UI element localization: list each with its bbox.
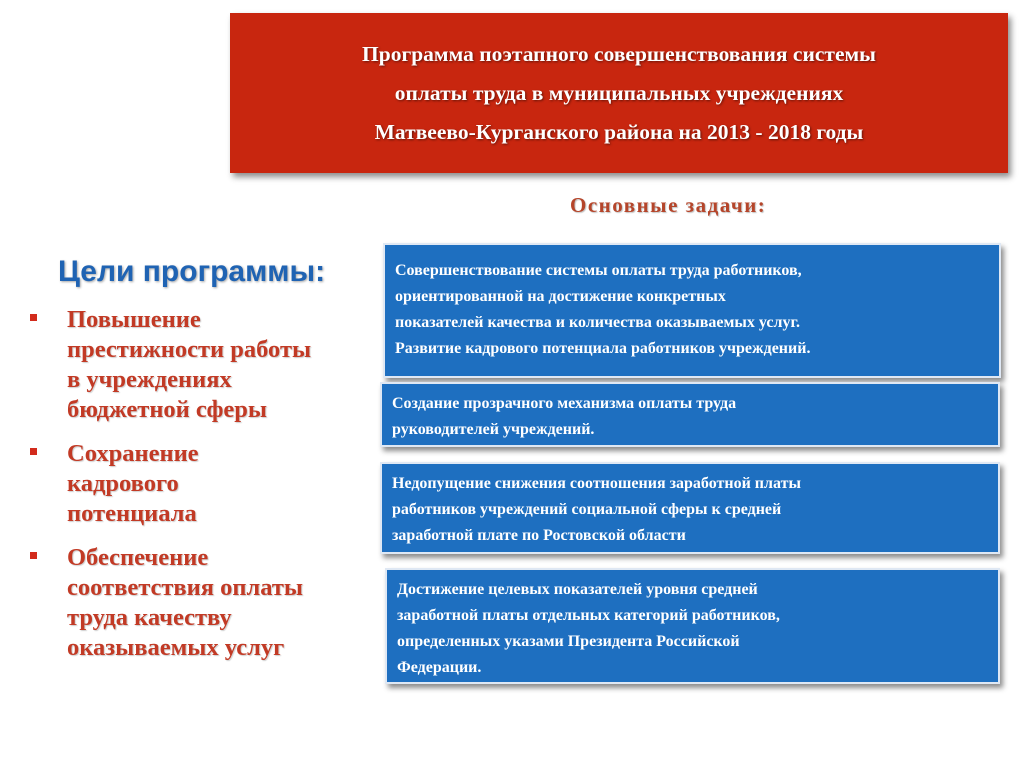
task-3-line-2: работников учреждений социальной сферы к средней: [392, 501, 782, 518]
task-box-2: [380, 382, 1000, 447]
goal-3-line-1: Обеспечение: [67, 544, 209, 571]
task-box-1: [383, 243, 1001, 378]
task-3-line-3: заработной плате по Ростовской области: [392, 527, 686, 544]
task-4-line-2: заработной платы отдельных категорий работников,: [397, 607, 780, 624]
task-4-line-3: определенных указами Президента Российской: [397, 633, 740, 650]
task-4-line-4: Федерации.: [397, 659, 482, 676]
goals-list: [30, 305, 375, 677]
title-line-1: Программа поэтапного совершенствования системы: [362, 41, 876, 66]
goal-1-line-1: Повышение: [67, 306, 201, 333]
task-box-4: [385, 568, 1000, 684]
page-title: [269, 35, 969, 152]
square-bullet-icon: [30, 552, 37, 559]
goal-3-line-4: оказываемых услуг: [67, 634, 285, 661]
goal-item: [30, 305, 375, 425]
goal-2-line-2: кадрового: [67, 470, 179, 497]
task-3-line-1: Недопущение снижения соотношения заработной платы: [392, 475, 801, 492]
task-4-line-1: Достижение целевых показателей уровня средней: [397, 581, 758, 598]
goal-3-line-3: труда качеству: [67, 604, 232, 631]
task-2-line-2: руководителей учреждений.: [392, 421, 595, 438]
task-1-line-4: Развитие кадрового потенциала работников учреждений.: [395, 340, 811, 357]
goal-3-line-2: соответствия оплаты: [67, 574, 304, 601]
goal-2-line-3: потенциала: [67, 500, 197, 527]
task-box-3: [380, 462, 1000, 554]
tasks-heading: Основные задачи:: [570, 193, 767, 217]
goal-2-line-1: Сохранение: [67, 440, 199, 467]
square-bullet-icon: [30, 314, 37, 321]
task-2-line-1: Создание прозрачного механизма оплаты труда: [392, 395, 737, 412]
task-1-line-3: показателей качества и количества оказываемых услуг.: [395, 314, 800, 331]
goal-item: [30, 439, 375, 529]
goal-1-line-2: престижности работы: [67, 336, 312, 363]
title-banner: [230, 13, 1008, 173]
goal-1-line-4: бюджетной сферы: [67, 396, 268, 423]
title-line-3: Матвеево-Курганского района на 2013 - 2018 годы: [374, 119, 864, 144]
goals-heading: Цели программы:: [58, 255, 326, 288]
goal-1-line-3: в учреждениях: [67, 366, 232, 393]
title-line-2: оплаты труда в муниципальных учреждениях: [394, 80, 844, 105]
goal-item: [30, 543, 375, 663]
task-1-line-1: Совершенствование системы оплаты труда работников,: [395, 262, 802, 279]
task-1-line-2: ориентированной на достижение конкретных: [395, 288, 726, 305]
square-bullet-icon: [30, 448, 37, 455]
